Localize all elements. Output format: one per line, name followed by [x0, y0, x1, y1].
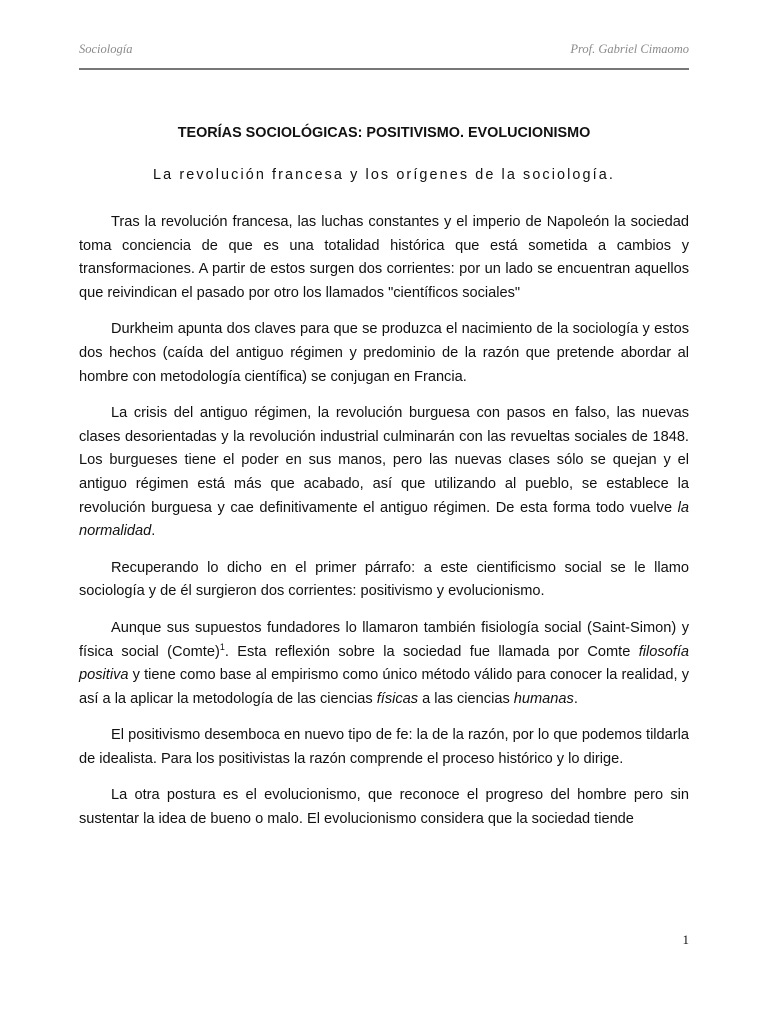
paragraph-text: y tiene como base al empirismo como único método válido para conocer la realidad, y así a la aplicar la metodología de las ciencias — [79, 667, 689, 707]
header-course-name: Sociología — [79, 42, 133, 56]
emphasis-text: la normalidad — [79, 499, 689, 540]
paragraph: El positivismo desemboca en nuevo tipo de fe: la de la razón, por lo que podemos tildarla de idealista. Para los positivistas la razón comprende el proceso histórico y lo dirige. — [79, 727, 689, 767]
header-author: Prof. Gabriel Cimaomo — [570, 42, 689, 56]
paragraph: La otra postura es el evolucionismo, que reconoce el progreso del hombre pero sin sustentar la idea de bueno o malo. El evolucionismo considera que la sociedad tiende — [79, 787, 689, 828]
paragraph-text: . — [151, 523, 156, 540]
paragraph-text: . Esta reflexión sobre la sociedad fue llamada por Comte — [224, 643, 639, 660]
paragraph — [79, 402, 689, 544]
header-divider — [79, 68, 689, 70]
document-body — [79, 122, 689, 832]
section-subtitle: La revolución francesa y los orígenes de la sociología. — [153, 167, 615, 183]
page-header — [79, 38, 689, 58]
emphasis-text: filosofía positiva — [79, 643, 690, 684]
emphasis-text: humanas — [513, 690, 574, 707]
page-number: 1 — [682, 932, 689, 947]
paragraph-text: . — [573, 690, 578, 707]
paragraph: Durkheim apunta dos claves para que se produzca el nacimiento de la sociología y estos dos hechos (caída del antiguo régimen y predominio de la razón que pretende abordar al hombre con metodología científica) se conjugan en Francia. — [79, 321, 689, 385]
paragraph: Recuperando lo dicho en el primer párrafo: a este cientificismo social se le llamo sociología y de él surgieron dos corrientes: positivismo y evolucionismo. — [79, 559, 689, 600]
paragraph-text: a las ciencias — [418, 690, 514, 707]
document-title: TEORÍAS SOCIOLÓGICAS: POSITIVISMO. EVOLUCIONISMO — [177, 125, 591, 141]
emphasis-text: físicas — [376, 690, 419, 707]
paragraph-text: La crisis del antiguo régimen, la revolución burguesa con pasos en falso, las nuevas clases desorientadas y la revolución industrial culminarán con las revueltas sociales de 1848. Los burgueses tiene el poder en sus manos, pero las nuevas clases sólo se quejan y el antiguo régimen está más que acabado, así que utilizando al pueblo, se establece la revolución burguesa y cae definitivamente el antiguo régimen. De esta forma todo vuelve — [79, 405, 689, 516]
footnote-marker[interactable]: 1 — [219, 641, 225, 652]
paragraph: Tras la revolución francesa, las luchas constantes y el imperio de Napoleón la sociedad toma conciencia de que es una totalidad histórica que está sometida a cambios y transformaciones. A partir de estos surgen dos corrientes: por un lado se encuentran aquellos que reivindican el pasado por otro los llamados "científicos sociales" — [79, 214, 689, 301]
paragraph-text: Aunque sus supuestos fundadores lo llamaron también fisiología social (Saint-Simon) y física social (Comte) — [79, 619, 689, 660]
paragraph — [79, 617, 689, 711]
